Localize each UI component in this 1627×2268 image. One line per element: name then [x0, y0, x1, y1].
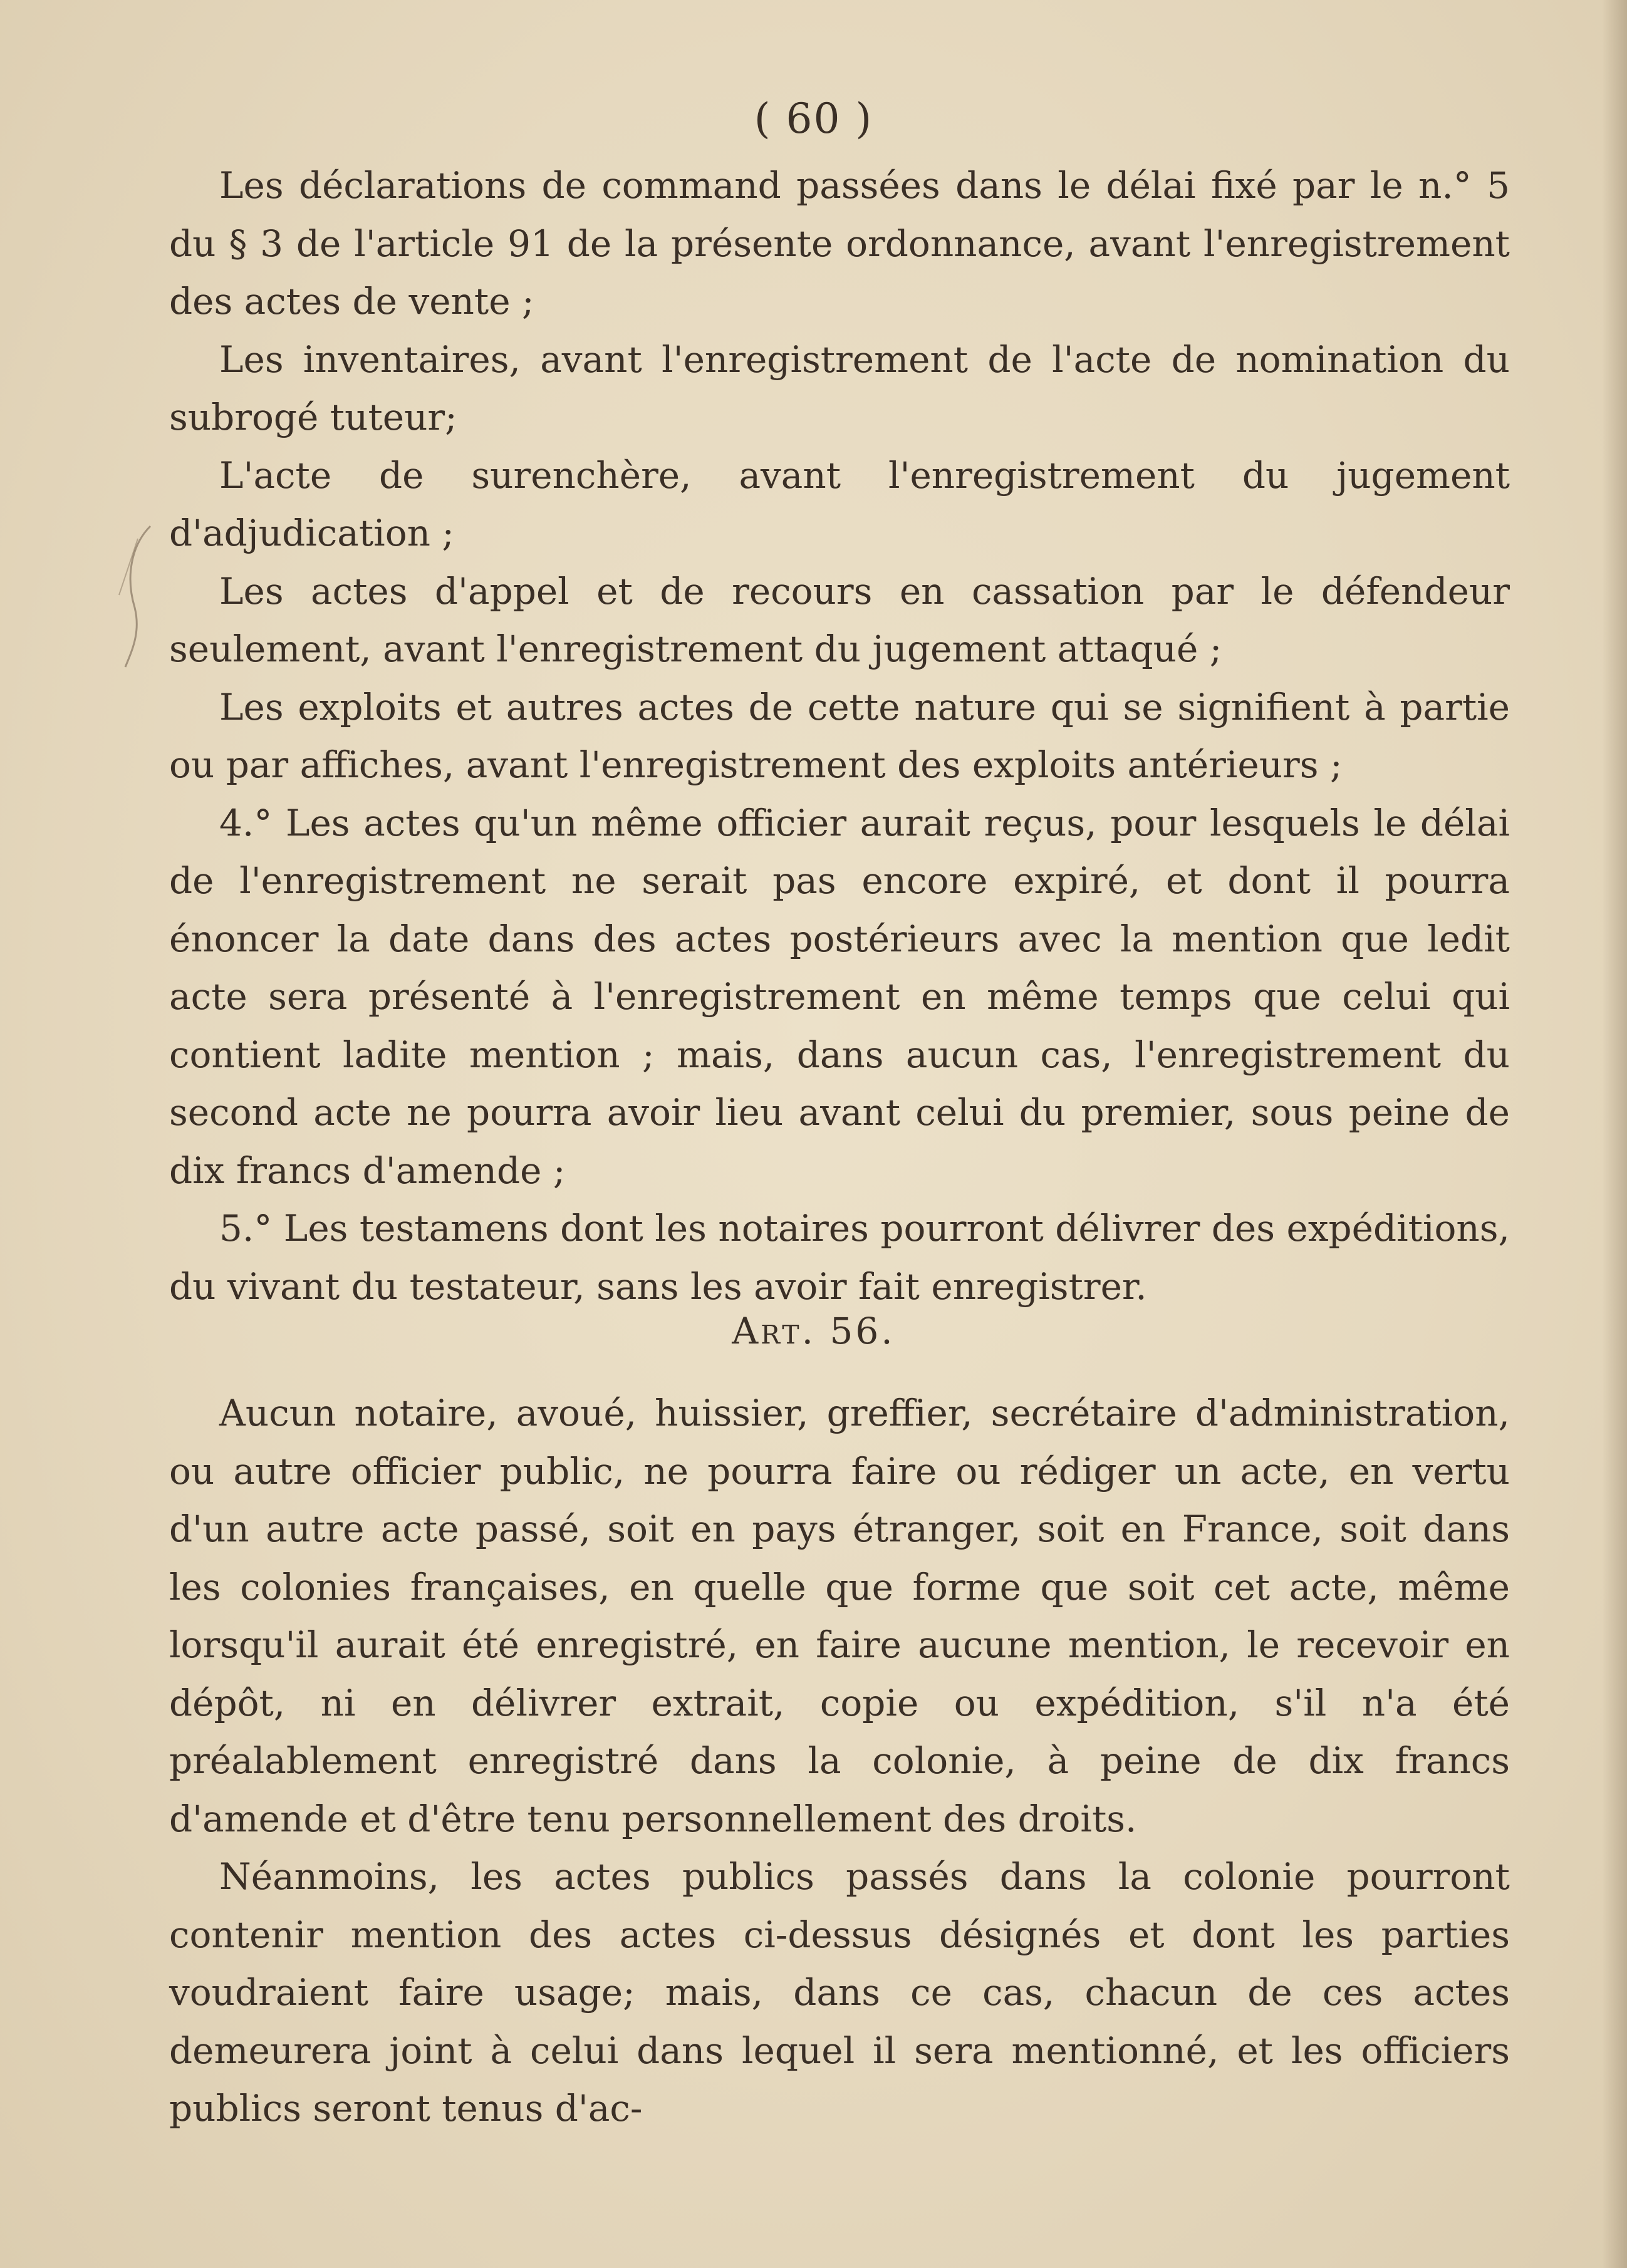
article-heading: Art. 56. [732, 1310, 895, 1352]
paragraph-command-declarations: Les déclarations de command passées dans le délai fixé par le n.° 5 du § 3 de l'article 91 de la présente ordonnance, avant l'enregistrement des actes de vente ; [169, 164, 1510, 323]
paragraph-item-4: 4.° Les actes qu'un même officier aurait reçus, pour lesquels le délai de l'enregistrement ne serait pas encore expiré, et dont il pourra énoncer la date dans des actes postérieurs avec la mention que ledit acte sera présenté à l'enregistrement en même temps que celui qui contient ladite mention ; mais, dans aucun cas, l'enregistrement du second acte ne pourra avoir lieu avant celui du premier, sous peine de dix francs d'amende ; [169, 801, 1510, 1192]
paragraph-appeal-acts: Les actes d'appel et de recours en cassation par le défendeur seulement, avant l'enregistrement du jugement attaqué ; [169, 569, 1510, 670]
paragraph-surenchere: L'acte de surenchère, avant l'enregistrement du jugement d'adjudication ; [169, 453, 1510, 554]
text-block-before-article [169, 157, 1510, 1315]
paragraph-item-5: 5.° Les testamens dont les notaires pourront délivrer des expéditions, du vivant du testateur, sans les avoir fait enregistrer. [169, 1207, 1510, 1308]
paragraph-nevertheless: Néanmoins, les actes publics passés dans la colonie pourront contenir mention des actes ci-dessus désignés et dont les parties voudraient faire usage; mais, dans ce cas, chacun de ces actes demeurera joint à celui dans lequel il sera mentionné, et les officiers publics seront tenus d'ac- [169, 1855, 1510, 2130]
handwritten-margin-mark [113, 520, 163, 670]
page-edge-shadow [1602, 0, 1627, 2268]
paragraph-exploits: Les exploits et autres actes de cette nature qui se signifient à partie ou par affiches, avant l'enregistrement des exploits antérieurs ; [169, 685, 1510, 786]
paragraph-inventories: Les inventaires, avant l'enregistrement de l'acte de nomination du subrogé tuteur; [169, 338, 1510, 438]
text-block-after-article [169, 1384, 1510, 2138]
page-number: ( 60 ) [754, 95, 873, 143]
paragraph-no-notary: Aucun notaire, avoué, huissier, greffier, secrétaire d'administration, ou autre officier public, ne pourra faire ou rédiger un acte, en vertu d'un autre acte passé, soit en pays étranger, soit en France, soit dans les colonies françaises, en quelle que forme que soit cet acte, même lorsqu'il aurait été enregistré, en faire aucune mention, le recevoir en dépôt, ni en délivrer extrait, copie ou expédition, s'il n'a été préalablement enregistré dans la colonie, à peine de dix francs d'amende et d'être tenu personnellement des droits. [169, 1392, 1510, 1840]
